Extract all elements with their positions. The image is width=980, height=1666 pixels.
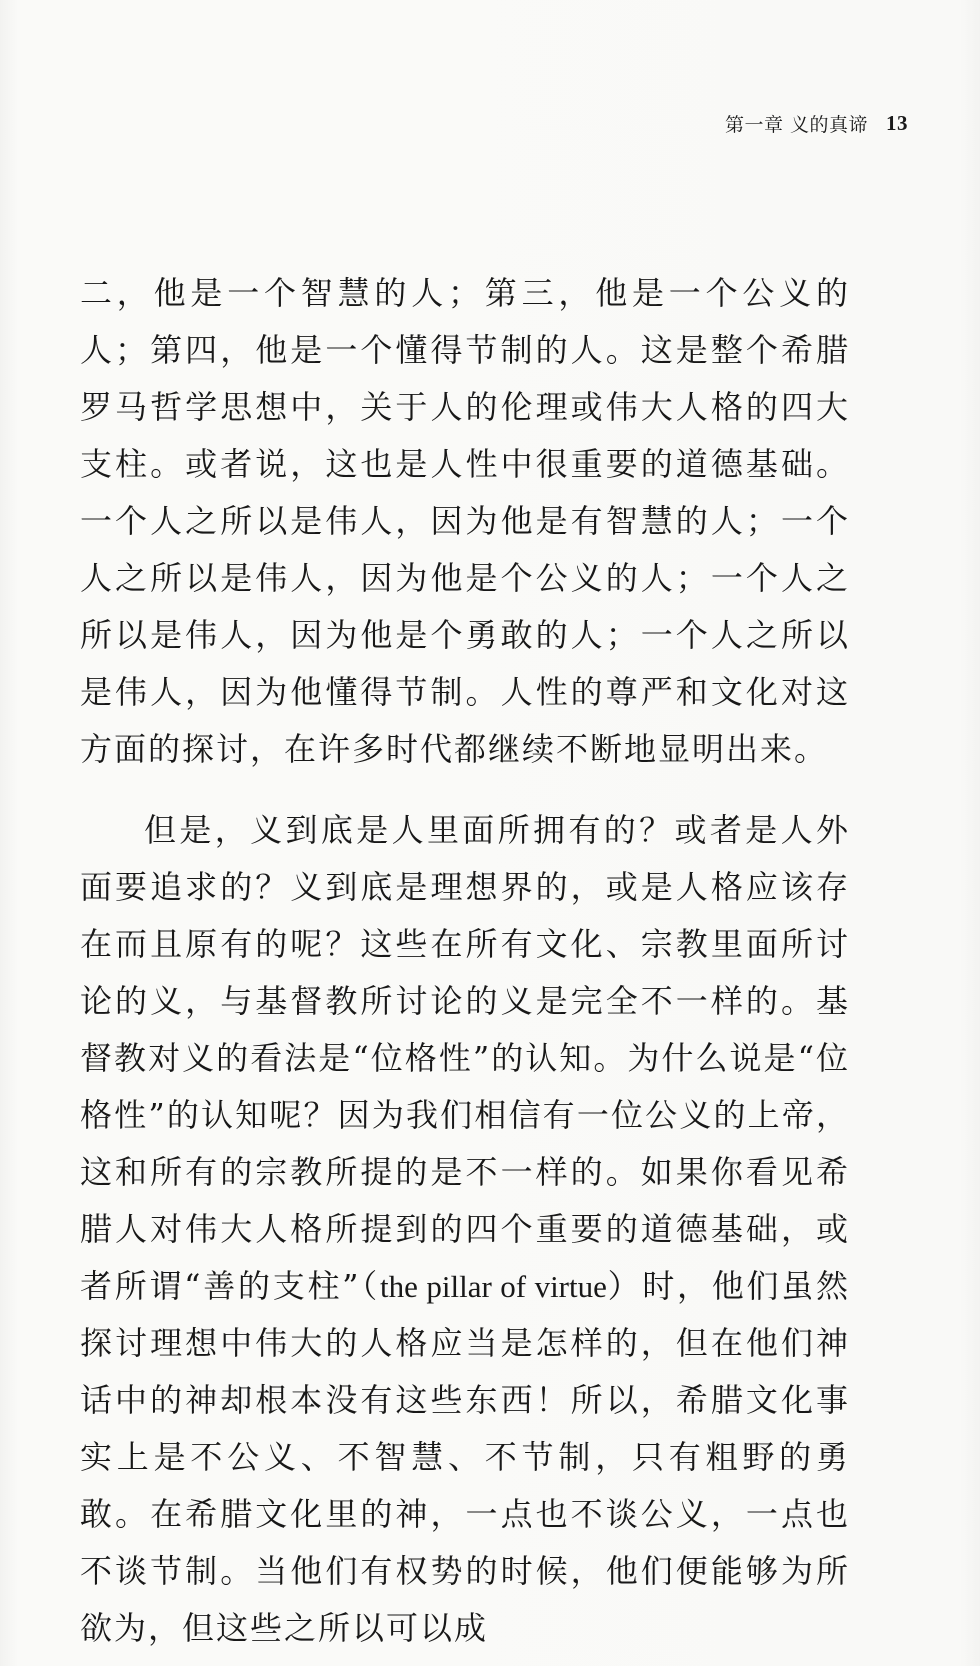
latin-phrase: the pillar of virtue bbox=[380, 1269, 607, 1304]
paragraph-2 bbox=[80, 802, 850, 1657]
body-text bbox=[80, 265, 850, 1657]
paragraph-2-part-2: ）时，他们虽然探讨理想中伟大的人格应当是怎样的，但在他们神话中的神却根本没有这些东西！所以，希腊文化事实上是不公义、不智慧、不节制，只有粗野的勇敢。在希腊文化里的神，一点也不谈公义，一点也不谈节制。当他们有权势的时候，他们便能够为所欲为，但这些之所以可以成 bbox=[80, 1267, 850, 1647]
page-number: 13 bbox=[886, 110, 908, 135]
paragraph-2-part-1: 但是，义到底是人里面所拥有的？或者是人外面要追求的？义到底是理想界的，或是人格应该存在而且原有的呢？这些在所有文化、宗教里面所讨论的义，与基督教所讨论的义是完全不一样的。基督教对义的看法是“位格性”的认知。为什么说是“位格性”的认知呢？因为我们相信有一位公义的上帝，这和所有的宗教所提的是不一样的。如果你看见希腊人对伟大人格所提到的四个重要的道德基础，或者所谓“善的支柱”（ bbox=[80, 811, 850, 1305]
paragraph-1: 二，他是一个智慧的人；第三，他是一个公义的人；第四，他是一个懂得节制的人。这是整个希腊罗马哲学思想中，关于人的伦理或伟大人格的四大支柱。或者说，这也是人性中很重要的道德基础。一个人之所以是伟人，因为他是有智慧的人；一个人之所以是伟人，因为他是个公义的人；一个人之所以是伟人，因为他是个勇敢的人；一个人之所以是伟人，因为他懂得节制。人性的尊严和文化对这方面的探讨，在许多时代都继续不断地显明出来。 bbox=[80, 274, 850, 768]
chapter-title: 第一章 义的真谛 bbox=[724, 113, 868, 136]
running-head bbox=[700, 108, 908, 138]
